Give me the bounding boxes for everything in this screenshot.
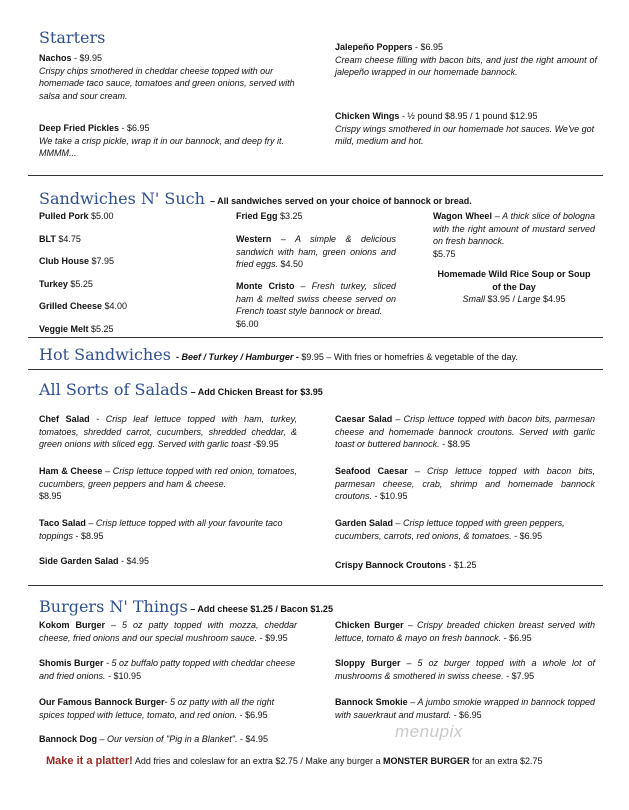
chicken-burger-item: Chicken Burger – Crispy breaded chicken breast served with lettuce, tomato & mayo on fresh bannock. - $6.95: [335, 620, 595, 643]
wings-desc: Crispy wings smothered in our homemade hot sauces. We've got mild, medium and hot.: [335, 123, 595, 146]
hot-sandwiches-heading: Hot Sandwiches - Beef / Turkey / Hamburger - $9.95 – With fries or homefries & vegetable of the day.: [39, 345, 518, 364]
pickles-price: - $6.95: [119, 123, 150, 133]
monte-cristo-item: Monte Cristo – Fresh turkey, sliced ham & melted swiss cheese served on French toast style bannock or bread. $6.00: [236, 281, 396, 329]
starters-title: Starters: [39, 28, 106, 47]
bannock-smokie-item: Bannock Smokie – A jumbo smokie wrapped in bannock topped with sauerkraut and mustard. - $6.95: [335, 697, 595, 720]
western-item: Western – A simple & delicious sandwich with ham, green onions and fried eggs. $4.50: [236, 234, 396, 269]
garden-salad-item: Garden Salad – Crisp lettuce topped with green peppers, cucumbers, carrots, red onions, & tomatoes. - $6.95: [335, 518, 565, 541]
sandwiches-heading: [39, 189, 472, 208]
salads-heading: All Sorts of Salads – Add Chicken Breast for $3.95: [39, 380, 323, 399]
wings-item: [335, 110, 597, 148]
pickles-item: [39, 122, 299, 160]
sandwiches-title: Sandwiches N' Such: [39, 189, 205, 208]
shomis-burger-item: Shomis Burger - 5 oz buffalo patty topped with cheddar cheese and fried onions. - $10.95: [39, 658, 296, 681]
poppers-item: [335, 41, 597, 79]
divider: [28, 585, 603, 586]
sloppy-burger-item: Sloppy Burger – 5 oz burger topped with a whole lot of mushrooms & smothered in swiss cheese. - $7.95: [335, 658, 595, 681]
wings-price: - ½ pound $8.95 / 1 pound $12.95: [399, 111, 538, 121]
chef-salad-item: Chef Salad - Crisp leaf lettuce topped with ham, turkey, tomatoes, shredded carrot, cucumbers, shredded cheddar, & green onions with sliced egg. Served with garlic toast -$9.95: [39, 414, 297, 449]
salads-title: All Sorts of Salads: [39, 380, 189, 399]
nachos-desc: Crispy chips smothered in cheddar cheese topped with our homemade taco sauce, tomatoes and green onions, served with salsa and sour cream.: [39, 65, 295, 101]
pickles-name: Deep Fried Pickles: [39, 123, 120, 133]
ham-cheese-item: Ham & Cheese – Crisp lettuce topped with red onion, tomatoes, cucumbers, green peppers and ham & cheese. $8.95: [39, 466, 298, 501]
hot-sandwiches-title: Hot Sandwiches: [39, 345, 171, 364]
caesar-item: Caesar Salad – Crisp lettuce topped with bacon bits, parmesan cheese and homemade bannock croutons. Served with garlic toast or buttered bannock. - $8.95: [335, 414, 595, 449]
divider: [28, 369, 603, 370]
taco-salad-item: Taco Salad – Crisp lettuce topped with all your favourite taco toppings - $8.95: [39, 518, 283, 541]
nachos-item: [39, 52, 299, 102]
list-item: Grilled Cheese $4.00: [39, 301, 128, 311]
fried-egg-item: Fried Egg $3.25: [236, 211, 303, 221]
poppers-price: - $6.95: [412, 42, 444, 52]
watermark: menupix: [395, 722, 463, 741]
platter-lead: Make it a platter!: [46, 755, 133, 767]
list-item: Club House $7.95: [39, 256, 115, 266]
side-garden-item: Side Garden Salad - $4.95: [39, 556, 150, 566]
platter-note: Make it a platter! Add fries and coleslaw for an extra $2.75 / Make any burger a MONSTER BURGER for an extra $2.75: [46, 755, 543, 767]
sandwiches-note: – All sandwiches served on your choice of bannock or bread.: [210, 196, 472, 206]
burgers-heading: Burgers N' Things – Add cheese $1.25 / Bacon $1.25: [39, 597, 333, 616]
list-item: Turkey $5.25: [39, 278, 93, 289]
list-item: Pulled Pork $5.00: [39, 211, 114, 221]
poppers-desc: Cream cheese filling with bacon bits, and just the right amount of jalepeño wrapped in our homemade bannock.: [335, 54, 597, 77]
pickles-desc: We take a crisp pickle, wrap it in our bannock, and deep fry it. MMMM...: [39, 135, 284, 158]
burgers-title: Burgers N' Things: [39, 597, 188, 616]
list-item: Veggie Melt $5.25: [39, 323, 114, 334]
sandwich-list: [39, 211, 127, 346]
wings-name: Chicken Wings: [335, 111, 400, 121]
wagon-wheel-item: Wagon Wheel – A thick slice of bologna with the right amount of mustard served on fresh bannock. $5.75: [433, 211, 596, 259]
croutons-item: Crispy Bannock Croutons - $1.25: [335, 560, 477, 570]
bannock-burger-item: Our Famous Bannock Burger- 5 oz patty with all the right spices topped with lettuce, tomato, and red onion. - $6.95: [39, 697, 275, 720]
nachos-price: - $9.95: [71, 53, 103, 63]
list-item: BLT $4.75: [39, 233, 81, 244]
kokom-burger-item: Kokom Burger – 5 oz patty topped with mozza, cheddar cheese, fried onions and our special mushroom sauce. - $9.95: [39, 620, 297, 643]
bannock-dog-item: Bannock Dog – Our version of "Pig in a Blanket". - $4.95: [39, 734, 269, 744]
seafood-caesar-item: Seafood Caesar – Crisp lettuce topped with bacon bits, parmesan cheese, crab, shrimp and homemade bannock croutons. - $10.95: [335, 466, 595, 501]
nachos-name: Nachos: [39, 53, 72, 63]
soup-item: Homemade Wild Rice Soup or Soup of the Day Small $3.95 / Large $4.95: [437, 269, 591, 304]
divider: [28, 337, 603, 338]
poppers-name: Jalepeño Poppers: [335, 42, 413, 52]
divider: [28, 175, 603, 176]
